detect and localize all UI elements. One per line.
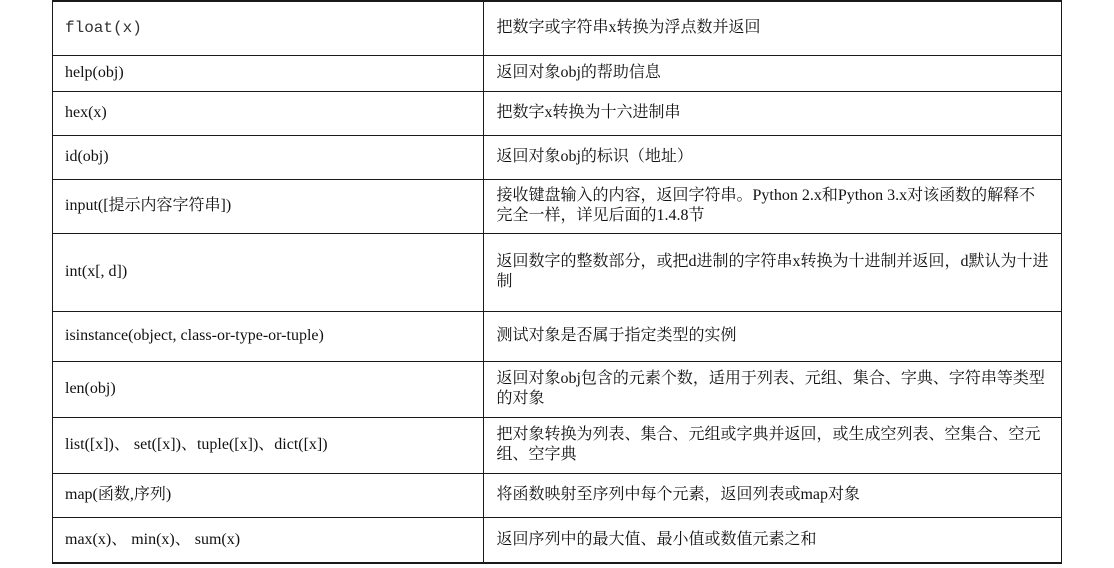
function-cell: help(obj) [53, 55, 484, 91]
table-row [53, 135, 1062, 179]
function-cell: map(函数,序列) [53, 473, 484, 517]
description-cell: 返回对象obj包含的元素个数，适用于列表、元组、集合、字典、字符串等类型的对象 [484, 361, 1062, 417]
function-cell: max(x)、 min(x)、 sum(x) [53, 517, 484, 563]
function-cell: len(obj) [53, 361, 484, 417]
table-row [53, 517, 1062, 563]
description-cell: 返回对象obj的帮助信息 [484, 55, 1062, 91]
table-row [53, 233, 1062, 311]
function-cell: int(x[, d]) [53, 233, 484, 311]
description-cell: 返回对象obj的标识（地址） [484, 135, 1062, 179]
table-row [53, 361, 1062, 417]
function-cell: list([x])、 set([x])、tuple([x])、dict([x]) [53, 417, 484, 473]
description-cell: 把对象转换为列表、集合、元组或字典并返回，或生成空列表、空集合、空元组、空字典 [484, 417, 1062, 473]
function-cell: float(x) [53, 1, 484, 55]
description-cell: 把数字或字符串x转换为浮点数并返回 [484, 1, 1062, 55]
description-cell: 将函数映射至序列中每个元素，返回列表或map对象 [484, 473, 1062, 517]
table-row [53, 311, 1062, 361]
function-cell: hex(x) [53, 91, 484, 135]
description-cell: 测试对象是否属于指定类型的实例 [484, 311, 1062, 361]
table-row [53, 91, 1062, 135]
description-cell: 把数字x转换为十六进制串 [484, 91, 1062, 135]
function-cell: isinstance(object, class-or-type-or-tuple) [53, 311, 484, 361]
description-cell: 返回数字的整数部分，或把d进制的字符串x转换为十进制并返回，d默认为十进制 [484, 233, 1062, 311]
table-row [53, 417, 1062, 473]
table-row [53, 55, 1062, 91]
description-cell: 返回序列中的最大值、最小值或数值元素之和 [484, 517, 1062, 563]
table-row [53, 1, 1062, 55]
table-row [53, 473, 1062, 517]
table-row [53, 179, 1062, 233]
function-cell: input([提示内容字符串]) [53, 179, 484, 233]
function-cell: id(obj) [53, 135, 484, 179]
description-cell: 接收键盘输入的内容，返回字符串。Python 2.x和Python 3.x对该函数的解释不完全一样，详见后面的1.4.8节 [484, 179, 1062, 233]
builtin-functions-table [52, 0, 1062, 564]
